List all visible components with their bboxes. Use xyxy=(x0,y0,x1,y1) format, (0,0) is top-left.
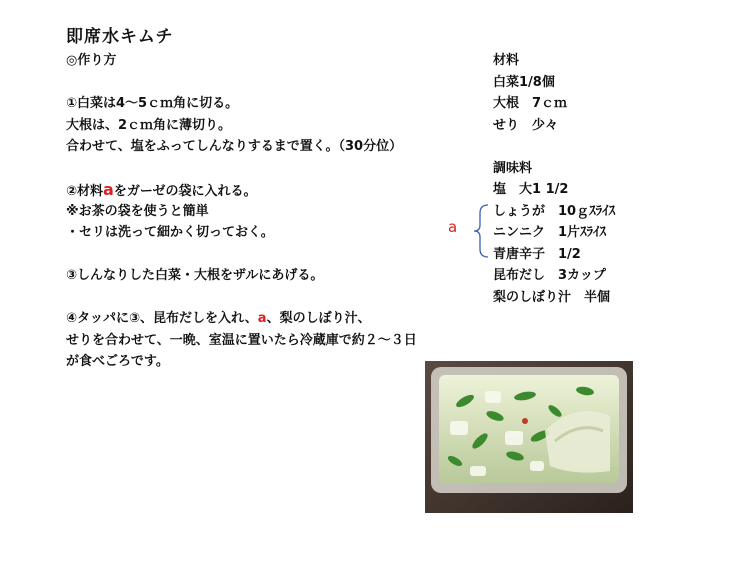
ingredient-item: せり 少々 xyxy=(493,117,559,133)
step-4-line-2: せりを合わせて、一晩、室温に置いたら冷蔵庫で約２～３日 xyxy=(66,332,417,348)
recipe-title: 即席水キムチ xyxy=(66,27,174,47)
group-a-bracket xyxy=(470,203,490,259)
ingredient-item: 白菜1/8個 xyxy=(493,74,555,90)
blank-line xyxy=(66,244,417,266)
ingredients-section xyxy=(493,50,615,308)
seasoning-item: 昆布だし 3カップ xyxy=(493,268,606,283)
step-2-line-3: ・セリは洗って細かく切っておく。 xyxy=(66,225,274,240)
blank-line xyxy=(66,158,417,180)
ingredient-item: 大根 7ｃｍ xyxy=(493,96,568,111)
blank-line xyxy=(66,287,417,309)
blank-line xyxy=(66,72,417,94)
seasonings-heading: 調味料 xyxy=(493,160,533,176)
step-4-line-3: が食べごろです。 xyxy=(66,354,169,369)
step-1-line-2: 大根は、2ｃｍ角に薄切り。 xyxy=(66,117,232,133)
seasoning-item: 青唐辛子 1/2 xyxy=(493,246,581,262)
step-4-text-start: ④タッパに③、昆布だしを入れ、 xyxy=(66,311,258,326)
kimchi-photo xyxy=(425,361,633,513)
group-a-reference: a xyxy=(103,180,114,199)
group-a-reference: a xyxy=(257,311,267,326)
step-2-text-end: をガーゼの袋に入れる。 xyxy=(113,184,257,199)
step-2-text-start: ②材料 xyxy=(66,184,104,199)
seasoning-item: 塩 大1 1/2 xyxy=(493,182,569,197)
blank-line xyxy=(493,136,615,158)
seasoning-item: ニンニク 1片ｽﾗｲｽ xyxy=(493,225,607,240)
group-a-label: a xyxy=(448,218,458,236)
step-4-line-1 xyxy=(66,308,417,330)
step-1-line-1: ①白菜は4～5ｃｍ角に切る。 xyxy=(66,96,239,111)
step-2-line-1 xyxy=(66,179,417,201)
seasoning-item: 梨のしぼり汁 半個 xyxy=(493,289,611,305)
ingredients-heading: 材料 xyxy=(493,53,520,68)
seasoning-item: しょうが 10ｇｽﾗｲｽ xyxy=(493,203,616,219)
step-3-line-1: ③しんなりした白菜・大根をザルにあげる。 xyxy=(66,268,324,283)
step-2-line-2: ※お茶の袋を使うと簡単 xyxy=(66,203,209,219)
step-1-line-3: 合わせて、塩をふってしんなりするまで置く。（30分位） xyxy=(66,139,403,154)
step-4-text-end: 、梨のしぼり汁、 xyxy=(266,311,371,326)
method-section xyxy=(66,50,417,373)
method-heading: ◎作り方 xyxy=(66,53,117,68)
